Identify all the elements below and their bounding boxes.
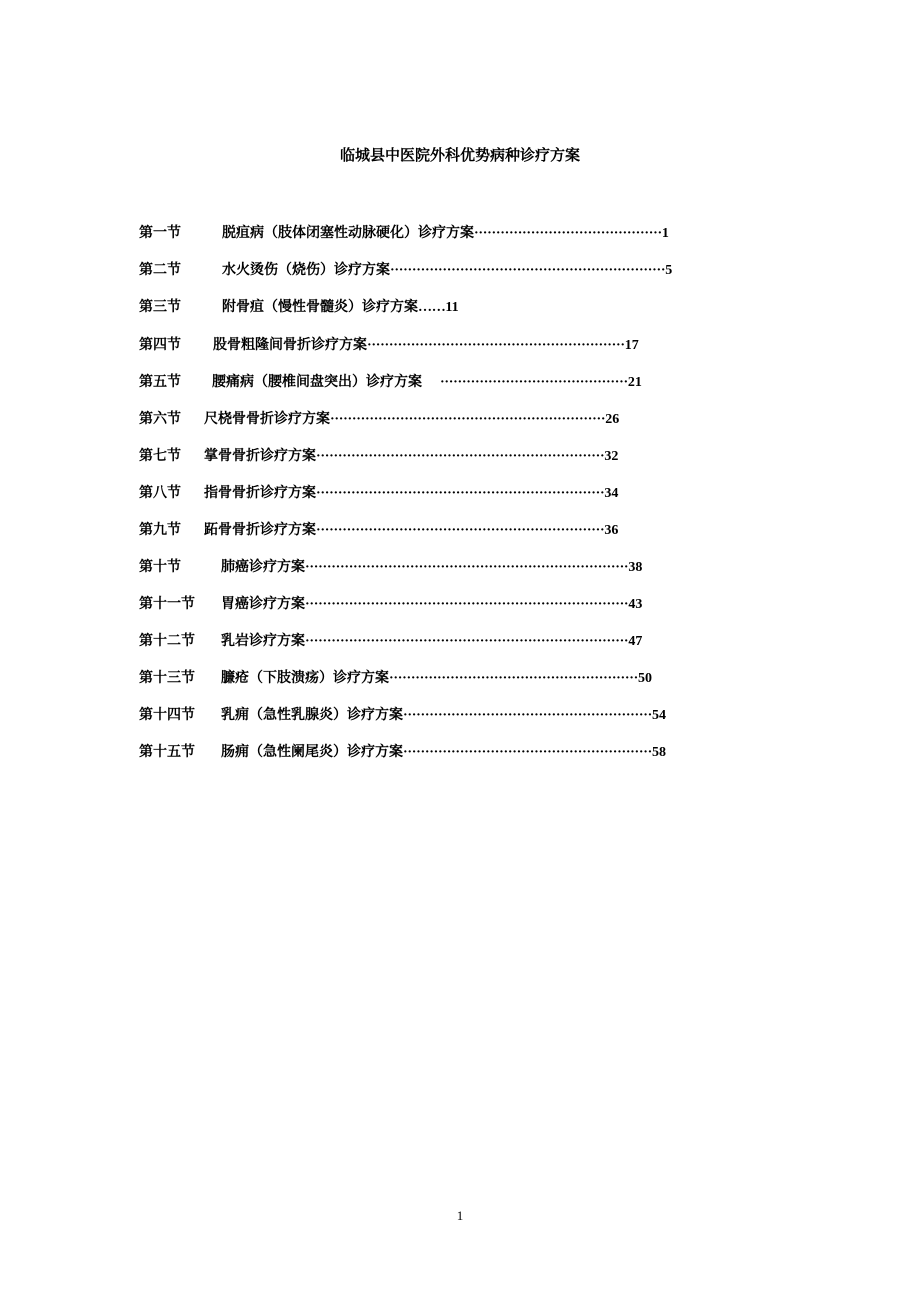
toc-page-number: 47	[628, 634, 643, 649]
toc-section-number: 第十三节	[139, 670, 195, 686]
toc-entry-title: 乳痈（急性乳腺炎）诊疗方案	[221, 707, 403, 723]
toc-entry-title: 股骨粗隆间骨折诊疗方案	[213, 337, 367, 353]
toc-entry-title: 水火烫伤（烧伤）诊疗方案	[222, 262, 390, 278]
toc-entry[interactable]	[139, 222, 669, 244]
toc-entry-title: 尺桡骨骨折诊疗方案	[204, 411, 330, 427]
toc-dot-leader: ··································································	[316, 449, 605, 464]
toc-dot-leader: ·······························································	[330, 412, 606, 427]
toc-page-number: 21	[627, 375, 642, 390]
toc-section-number: 第十节	[139, 559, 181, 575]
toc-entry[interactable]	[139, 704, 666, 726]
toc-entry-title: 肺癌诊疗方案	[221, 559, 305, 575]
toc-entry-title: 乳岩诊疗方案	[221, 633, 305, 649]
toc-entry[interactable]	[139, 296, 459, 318]
toc-dot-leader: ··········································································	[305, 597, 629, 612]
toc-entry[interactable]	[139, 593, 642, 615]
toc-page-number: 58	[652, 745, 667, 760]
toc-entry[interactable]	[139, 667, 652, 689]
toc-entry[interactable]	[139, 259, 672, 281]
document-title: 临城县中医院外科优势病种诊疗方案	[339, 146, 580, 164]
toc-dot-leader: ·························································	[403, 708, 653, 723]
toc-entry-title: 附骨疽（慢性骨髓炎）诊疗方案	[222, 299, 418, 315]
toc-entry[interactable]	[139, 371, 642, 393]
page-number: 1	[456, 1208, 464, 1223]
toc-section-number: 第八节	[139, 485, 181, 501]
toc-dot-leader: ··································································	[316, 486, 605, 501]
toc-page-number: 32	[604, 449, 619, 464]
toc-entry[interactable]	[139, 519, 618, 541]
toc-section-number: 第十一节	[139, 596, 195, 612]
toc-section-number: 第二节	[139, 262, 181, 278]
toc-entry-title: 掌骨骨折诊疗方案	[204, 448, 316, 464]
toc-entry[interactable]	[139, 556, 642, 578]
toc-section-number: 第三节	[139, 299, 181, 315]
toc-section-number: 第十五节	[139, 744, 195, 760]
toc-page-number: 54	[652, 708, 667, 723]
toc-section-number: 第九节	[139, 522, 181, 538]
toc-section-number: 第五节	[139, 374, 181, 390]
toc-dot-leader: ·························································	[389, 671, 639, 686]
toc-entry[interactable]	[139, 482, 618, 504]
toc-entry[interactable]	[139, 445, 618, 467]
toc-dot-leader: ··········································································	[305, 634, 629, 649]
toc-page-number: 1	[661, 226, 669, 241]
toc-entry-title: 跖骨骨折诊疗方案	[204, 522, 316, 538]
toc-page-number: 38	[628, 560, 643, 575]
toc-page-number: 50	[638, 671, 653, 686]
toc-entry-title: 胃癌诊疗方案	[221, 596, 305, 612]
toc-entry[interactable]	[139, 741, 666, 763]
toc-entry-title: 肠痈（急性阑尾炎）诊疗方案	[221, 744, 403, 760]
toc-section-number: 第十二节	[139, 633, 195, 649]
toc-page-number: 36	[604, 523, 619, 538]
toc-dot-leader: ···········································	[474, 226, 662, 241]
toc-dot-leader: ·························································	[403, 745, 653, 760]
toc-section-number: 第一节	[139, 225, 181, 241]
toc-entry[interactable]	[139, 408, 619, 430]
toc-dot-leader: ···························································	[367, 338, 625, 353]
toc-dot-leader: ··································································	[316, 523, 605, 538]
toc-section-number: 第十四节	[139, 707, 195, 723]
toc-section-number: 第六节	[139, 411, 181, 427]
toc-section-number: 第四节	[139, 337, 181, 353]
toc-dot-leader: ··········································································	[305, 560, 629, 575]
toc-page-number: 17	[624, 338, 639, 353]
toc-page-number: 5	[665, 263, 673, 278]
toc-entry-title: 脱疽病（肢体闭塞性动脉硬化）诊疗方案	[222, 225, 474, 241]
toc-entry[interactable]	[139, 334, 639, 356]
toc-page-number: 11	[445, 300, 459, 315]
toc-entry-title: 腰痛病（腰椎间盘突出）诊疗方案	[212, 374, 422, 390]
toc-section-number: 第七节	[139, 448, 181, 464]
toc-page-number: 43	[628, 597, 643, 612]
toc-page-number: 26	[605, 412, 620, 427]
toc-entry-title: 臁疮（下肢溃疡）诊疗方案	[221, 670, 389, 686]
toc-entry-title: 指骨骨折诊疗方案	[204, 485, 316, 501]
toc-entry[interactable]	[139, 630, 642, 652]
toc-dot-leader: ·······························································	[390, 263, 666, 278]
toc-dot-leader: ···········································	[440, 375, 628, 390]
toc-dot-leader: ……	[418, 300, 446, 315]
toc-page-number: 34	[604, 486, 619, 501]
